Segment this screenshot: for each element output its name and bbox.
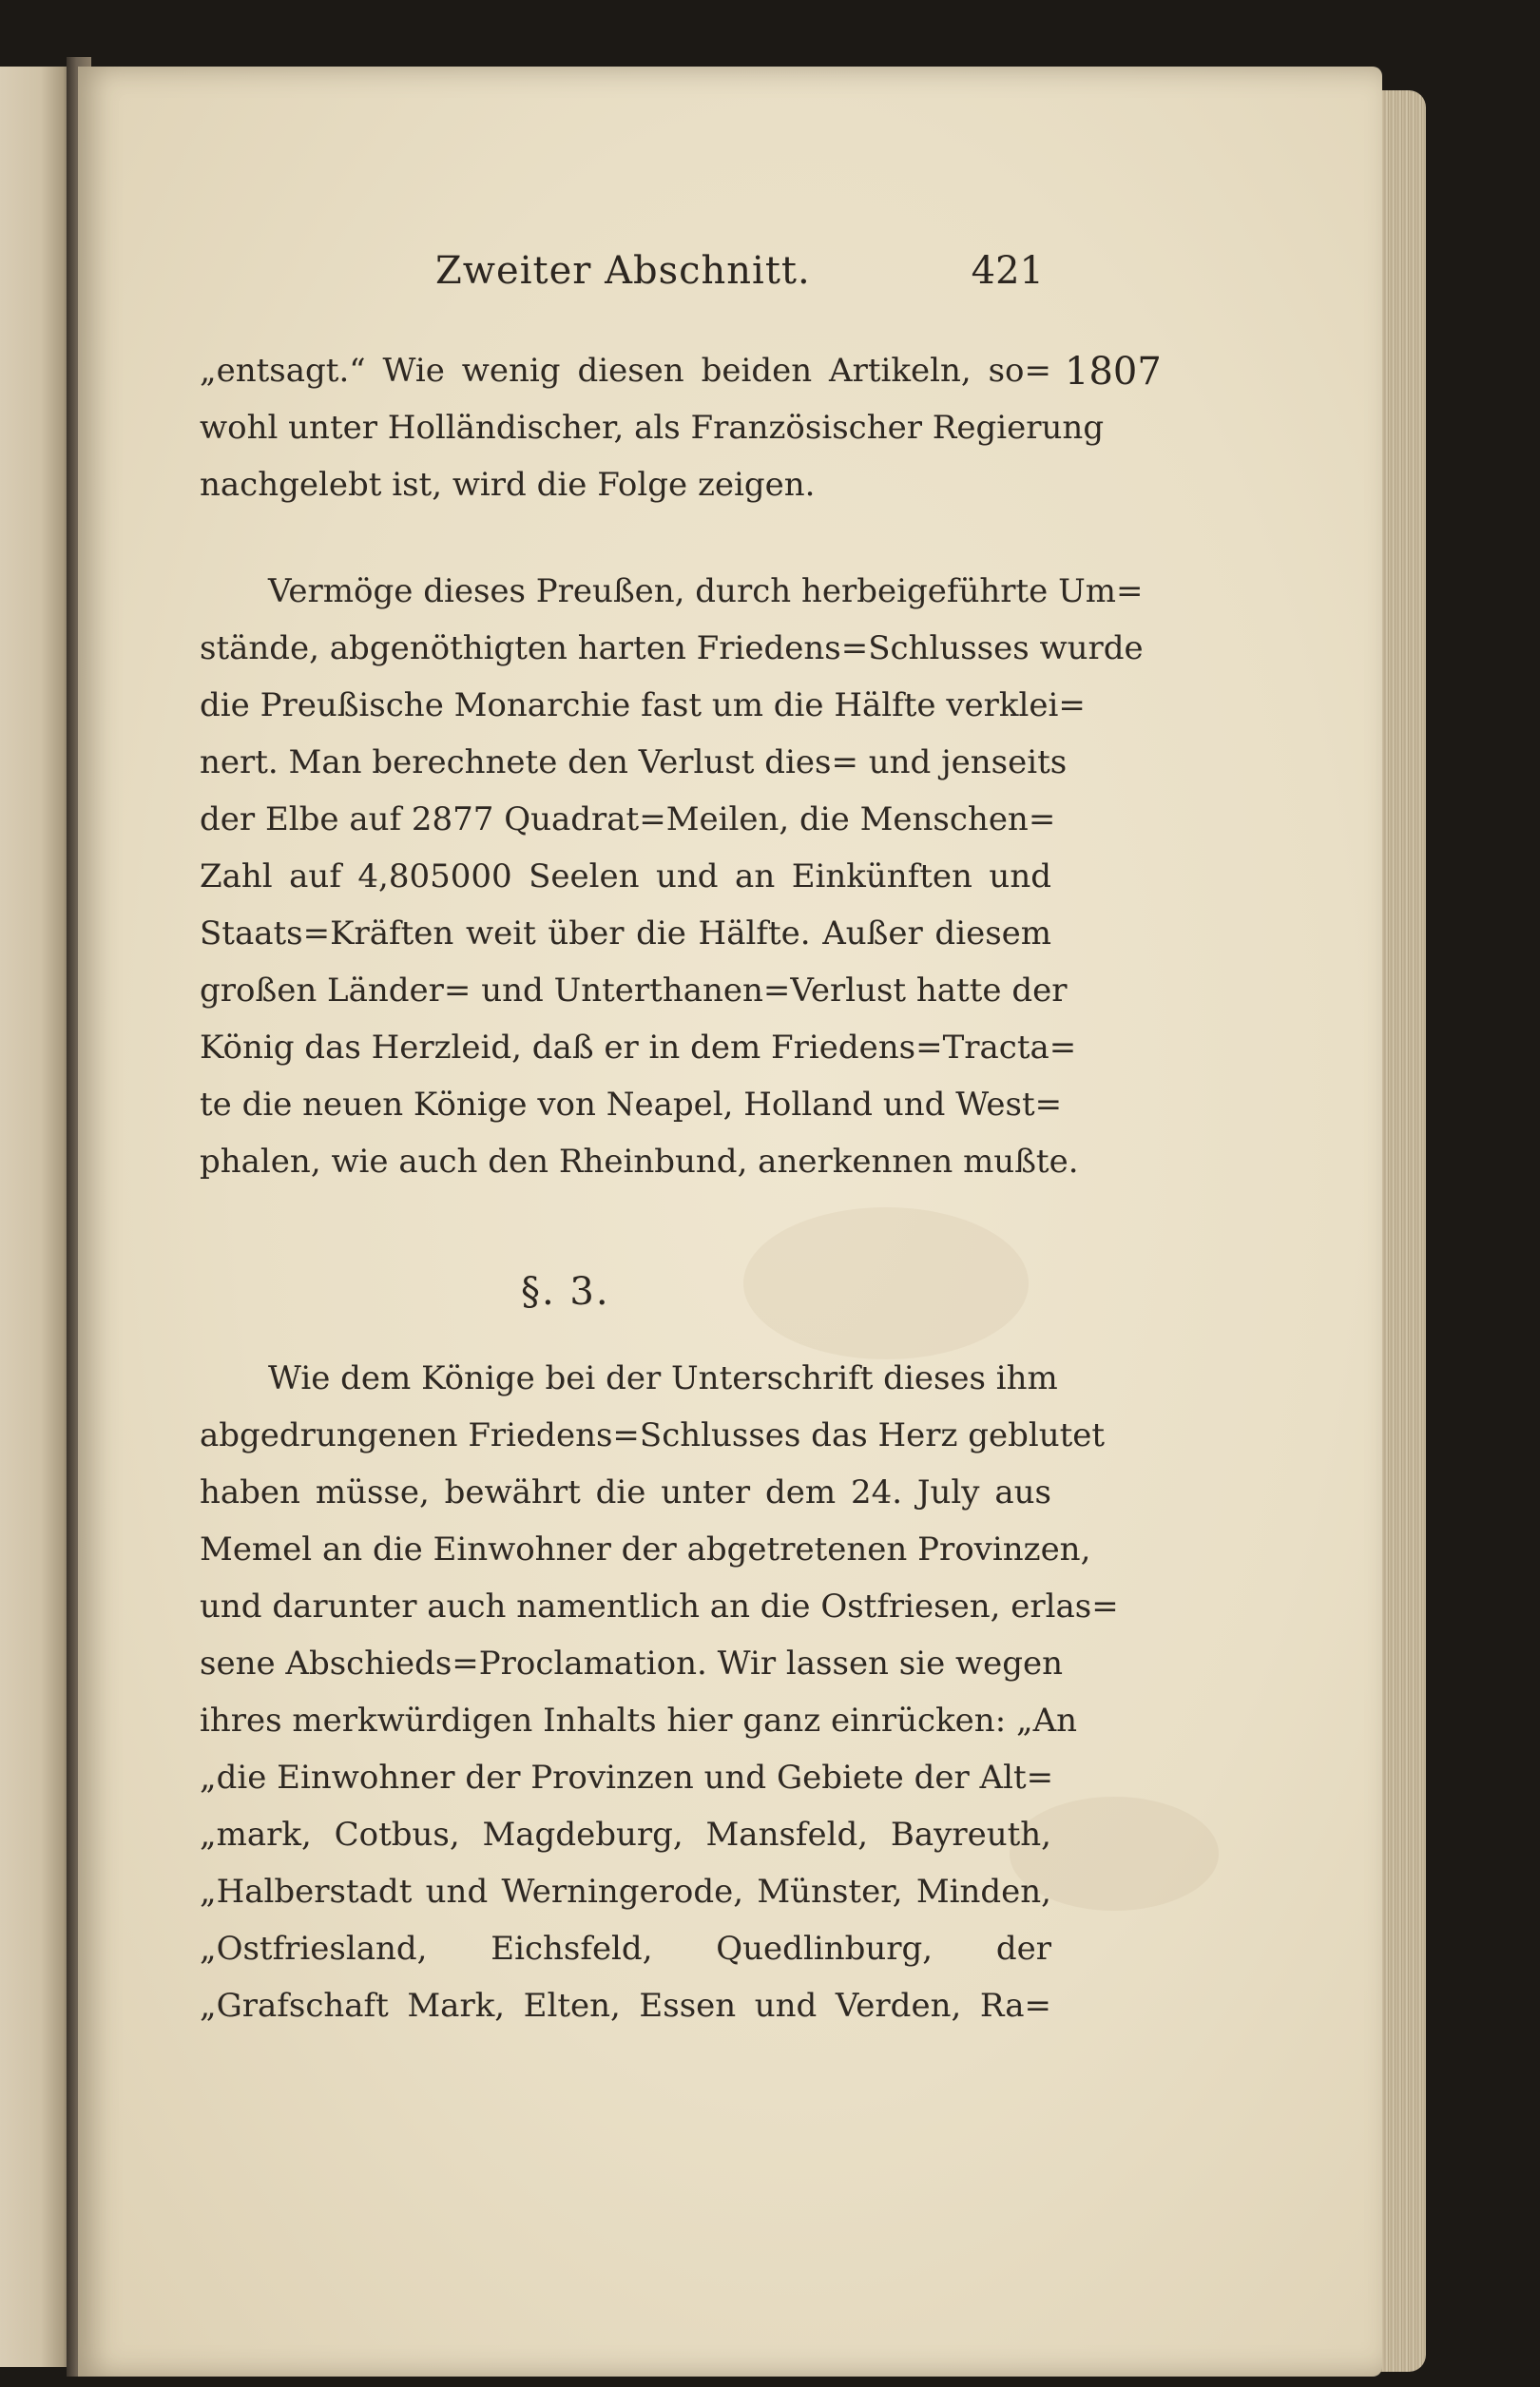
text-line: „Grafschaft Mark, Elten, Essen und Verden, Ra=	[200, 1987, 1051, 2025]
margin-year-note: 1807	[1065, 350, 1162, 394]
text-line: der Elbe auf 2877 Quadrat=Meilen, die Menschen=	[200, 800, 1056, 838]
paragraph-2	[200, 563, 1144, 1190]
section-heading: §. 3.	[521, 1270, 610, 1314]
text-line: Wie dem Könige bei der Unterschrift dieses ihm	[268, 1359, 1058, 1397]
text-line: „Ostfriesland, Eichsfeld, Quedlinburg, der	[200, 1930, 1051, 1968]
paper-stain	[743, 1207, 1029, 1359]
text-line: ihres merkwürdigen Inhalts hier ganz einrücken: „An	[200, 1702, 1078, 1740]
text-line: abgedrungenen Friedens=Schlusses das Herz geblutet	[200, 1416, 1106, 1454]
paragraph-1	[200, 342, 1105, 513]
text-line: te die neuen Könige von Neapel, Holland und West=	[200, 1086, 1063, 1124]
text-line: Staats=Kräften weit über die Hälfte. Außer diesem	[200, 914, 1051, 953]
page-number: 421	[971, 249, 1044, 293]
text-line: die Preußische Monarchie fast um die Hälfte verklei=	[200, 686, 1086, 724]
text-line: großen Länder= und Unterthanen=Verlust hatte der	[200, 972, 1068, 1010]
running-header	[435, 249, 1044, 306]
text-line: nert. Man berechnete den Verlust dies= und jenseits	[200, 743, 1068, 781]
text-line: nachgelebt ist, wird die Folge zeigen.	[200, 466, 816, 504]
text-line: stände, abgenöthigten harten Friedens=Schlusses wurde	[200, 629, 1144, 667]
text-line: „die Einwohner der Provinzen und Gebiete der Alt=	[200, 1759, 1054, 1797]
text-line: Vermöge dieses Preußen, durch herbeigeführte Um=	[268, 572, 1144, 610]
text-line: Zahl auf 4,805000 Seelen und an Einkünften und	[200, 857, 1051, 895]
running-title: Zweiter Abschnitt.	[435, 249, 811, 293]
section-paragraph	[200, 1350, 1119, 2034]
text-line: wohl unter Holländischer, als Französischer Regierung	[200, 409, 1105, 447]
text-line: haben müsse, bewährt die unter dem 24. July aus	[200, 1473, 1051, 1511]
previous-page-edge	[0, 67, 74, 2367]
text-line: „mark, Cotbus, Magdeburg, Mansfeld, Bayreuth,	[200, 1816, 1051, 1854]
text-line: phalen, wie auch den Rheinbund, anerkennen mußte.	[200, 1143, 1079, 1181]
text-line: „entsagt.“ Wie wenig diesen beiden Artikeln, so=	[200, 352, 1051, 390]
text-line: und darunter auch namentlich an die Ostfriesen, erlas=	[200, 1588, 1119, 1626]
text-line: „Halberstadt und Werningerode, Münster, Minden,	[200, 1873, 1051, 1911]
text-line: sene Abschieds=Proclamation. Wir lassen sie wegen	[200, 1645, 1064, 1683]
text-line: König das Herzleid, daß er in dem Friedens=Tracta=	[200, 1029, 1077, 1067]
text-line: Memel an die Einwohner der abgetretenen Provinzen,	[200, 1530, 1091, 1569]
